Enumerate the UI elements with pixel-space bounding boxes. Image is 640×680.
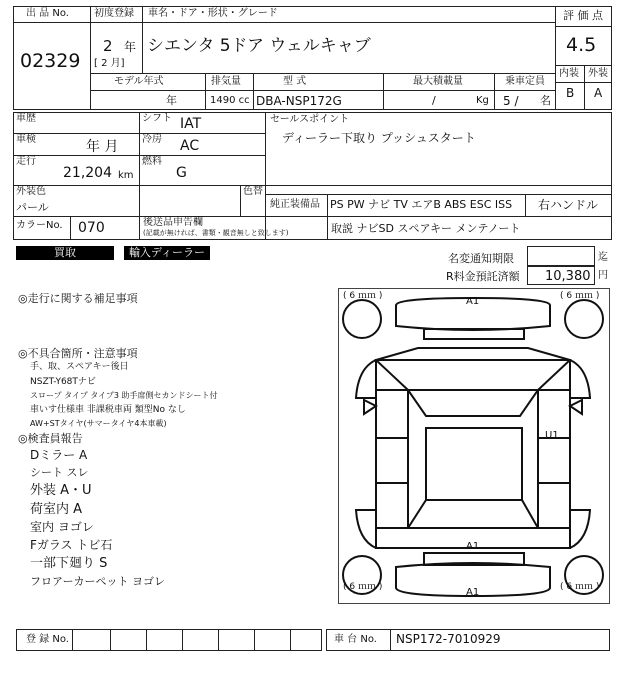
- inspector-line: 室内 ヨゴレ: [30, 520, 94, 534]
- defect-line: AW+STタイヤ(サマータイヤ4本車載): [30, 419, 167, 428]
- supplement-title: ◎走行に関する補足事項: [18, 292, 138, 305]
- windshield: [408, 390, 538, 416]
- right-front-fender: [570, 360, 590, 398]
- inspector-line: Fガラス トビ石: [30, 538, 113, 552]
- inspector-line: Dミラー A: [30, 448, 88, 462]
- chassis-no: NSP172-7010929: [396, 632, 501, 646]
- shift-label: シフト: [142, 113, 172, 124]
- defect-title: ◎不具合箇所・注意事項: [18, 347, 138, 360]
- ext-color-label: 外装色: [16, 186, 46, 197]
- car-diagram: [338, 288, 610, 604]
- recycle-amount: 10,380: [545, 269, 591, 284]
- ac-label: 冷房: [142, 134, 162, 145]
- score-label: 評 価 点: [563, 9, 603, 22]
- rear-glass: [408, 500, 538, 528]
- ext-color: パール: [16, 201, 49, 214]
- equipment-label: 純正装備品: [270, 199, 320, 210]
- docs-value: 取説 ナビSD スペアキー メンテノート: [331, 222, 521, 235]
- model-year-label: モデル年式: [114, 76, 164, 87]
- left-rear-fender: [356, 510, 376, 548]
- max-load-label: 最大積載量: [413, 76, 463, 87]
- shift: IAT: [180, 116, 202, 132]
- mark-bottom: A1: [466, 587, 480, 598]
- docs-note: (記載が無ければ、書類・観音無しと致します): [143, 229, 289, 237]
- first-reg-month: [ 2 月]: [94, 58, 125, 69]
- color-change-label: 色替: [243, 186, 263, 197]
- type-label: 型 式: [283, 76, 307, 87]
- color-no-label: カラーNo.: [16, 220, 63, 231]
- year-unit: 年: [124, 40, 137, 54]
- reg-no-label: 登 録 No.: [26, 634, 69, 645]
- import-dealer-badge: 輸入ディーラー: [124, 246, 210, 260]
- displacement-label: 排気量: [211, 76, 241, 87]
- front-left-tire: [343, 300, 381, 338]
- notice-label: 名変通知期限: [448, 252, 514, 265]
- hood: [376, 348, 570, 390]
- right-mirror: [570, 400, 582, 414]
- roof: [426, 428, 522, 500]
- car-name: シエンタ 5ドア ウェルキャブ: [147, 36, 371, 56]
- inspector-line: 一部下廻り S: [30, 556, 108, 571]
- right-side-panel: [538, 390, 570, 528]
- docs-label: 後送品申告欄: [143, 217, 203, 228]
- recycle-label: R料金預託済額: [446, 270, 520, 283]
- sales-point-label: セールスポイント: [270, 114, 350, 125]
- capacity-label: 乗車定員: [505, 76, 545, 87]
- tire-depth-fl: ( 6 ｍｍ ): [343, 291, 383, 301]
- left-mirror: [364, 400, 376, 414]
- inspection-label: 車検: [16, 134, 36, 145]
- inspector-line: フロアーカーペット ヨゴレ: [30, 575, 165, 588]
- defect-line: NSZT-Y68Tナビ: [30, 377, 96, 387]
- exterior-label: 外装: [588, 68, 608, 79]
- mileage-label: 走行: [16, 156, 36, 167]
- mark-right-side: U1: [545, 430, 559, 441]
- capacity-unit: 名: [540, 94, 551, 107]
- defect-line: スロープ タイプ タイプ3 助手席側セカンドシート付: [30, 391, 218, 400]
- inspector-title: ◎検査員報告: [18, 432, 83, 445]
- inspector-line: シート スレ: [30, 466, 89, 479]
- lot-no: 02329: [20, 50, 81, 72]
- ac: AC: [180, 138, 200, 154]
- chassis-label: 車 台 No.: [334, 634, 377, 645]
- left-front-fender: [356, 360, 376, 398]
- max-load-slash: /: [432, 94, 436, 107]
- capacity: 5 /: [503, 94, 519, 108]
- right-rear-fender: [570, 510, 590, 548]
- inspector-line: 荷室内 A: [30, 502, 83, 517]
- purchase-badge: 買取: [16, 246, 114, 260]
- first-reg-year: 2: [103, 37, 113, 55]
- left-side-panel: [376, 390, 408, 528]
- mileage: 21,204: [63, 165, 112, 181]
- inspector-line: 外装 A・U: [30, 483, 92, 498]
- displacement: 1490 cc: [210, 95, 250, 106]
- notice-box: [527, 246, 595, 266]
- recycle-unit: 円: [598, 270, 608, 281]
- max-load-unit: Kg: [476, 95, 489, 106]
- type-code: DBA-NSP172G: [256, 94, 342, 108]
- model-year-unit: 年: [166, 94, 177, 107]
- score: 4.5: [566, 34, 597, 56]
- mark-rear: A1: [466, 541, 480, 552]
- defect-line: 車いす仕様車 非課税車両 類型No なし: [30, 405, 186, 415]
- fuel-label: 燃料: [142, 156, 162, 167]
- lot-no-label: 出 品 No.: [26, 8, 69, 19]
- equipment: PS PW ナビ TV エアB ABS ESC ISS: [330, 198, 513, 211]
- color-no: 070: [78, 220, 105, 236]
- notice-unit: 迄: [598, 252, 608, 263]
- tire-depth-fr: ( 6 ｍｍ ): [560, 291, 600, 301]
- interior-grade: B: [566, 86, 575, 100]
- mileage-unit: km: [118, 170, 134, 181]
- steering: 右ハンドル: [538, 198, 599, 212]
- first-reg-label: 初度登録: [94, 8, 134, 19]
- front-right-tire: [565, 300, 603, 338]
- sales-point: ディーラー下取り プッシュスタート: [282, 131, 476, 145]
- interior-label: 内装: [559, 68, 579, 79]
- model-label: 車名・ドア・形状・グレード: [148, 8, 278, 19]
- defect-line: 手、取、スペアキー後日: [30, 362, 129, 372]
- tire-depth-rr: ( 6 ｍｍ ): [560, 582, 600, 592]
- tire-depth-rl: ( 6 ｍｍ ): [343, 582, 383, 592]
- history-label: 車歴: [16, 113, 36, 124]
- fuel: G: [176, 165, 187, 181]
- exterior-grade: A: [594, 86, 603, 100]
- mark-front: A1: [466, 296, 480, 307]
- inspection-value: 年 月: [86, 139, 119, 155]
